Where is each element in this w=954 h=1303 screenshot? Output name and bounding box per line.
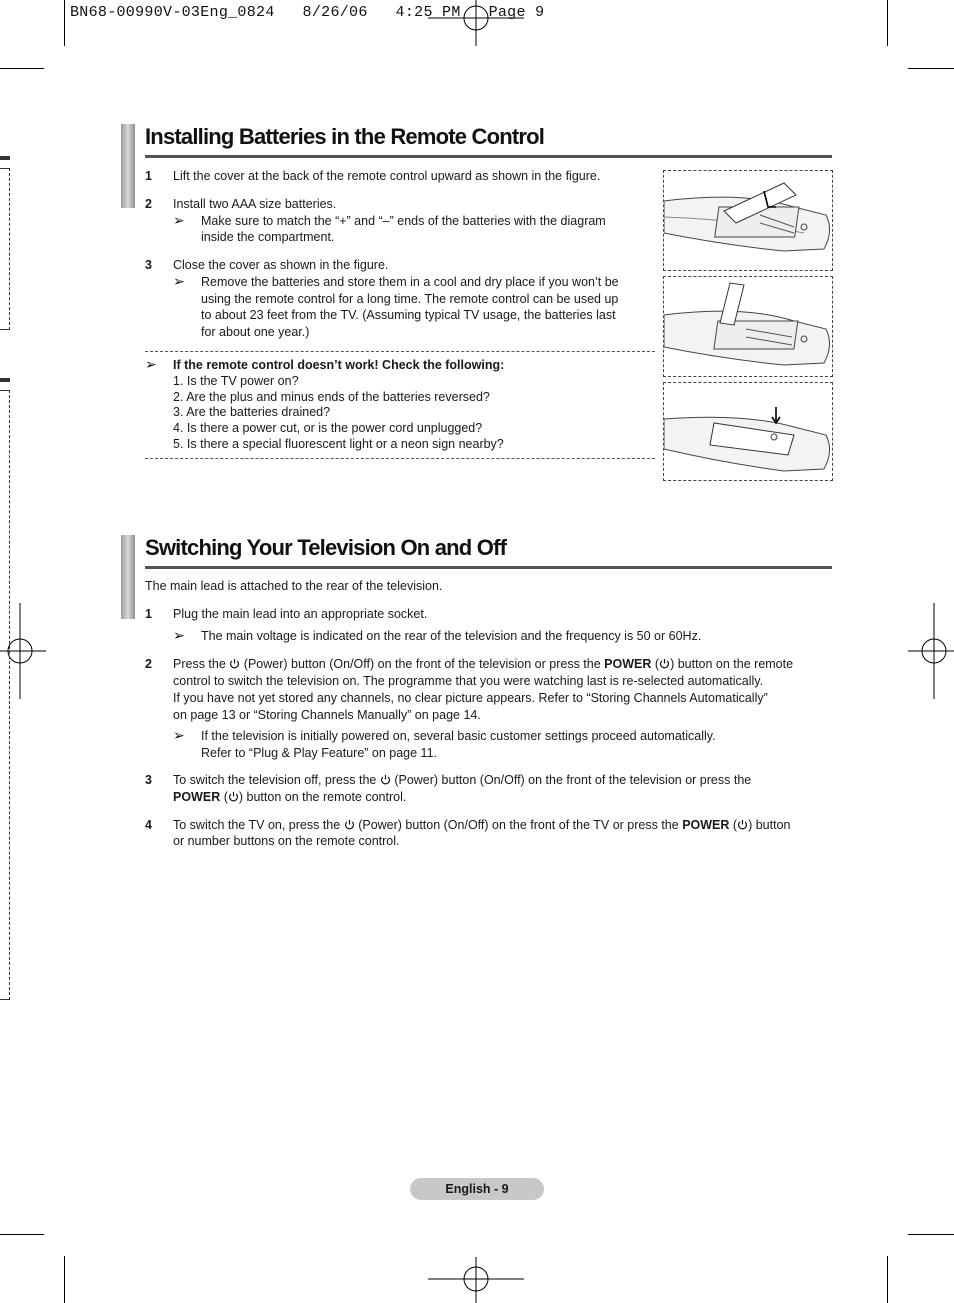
- power-keyword: POWER: [173, 790, 221, 804]
- note-text: Make sure to match the “+” and “–” ends of the batteries with the diagram: [201, 214, 606, 228]
- step-text: on page 13 or “Storing Channels Manually” on page 14.: [173, 708, 481, 722]
- check-item: 3. Are the batteries drained?: [173, 405, 331, 419]
- step-text-part: Press the: [173, 657, 226, 671]
- step-text-part: To switch the TV on, press the: [173, 818, 341, 832]
- step-text: or number buttons on the remote control.: [173, 834, 400, 848]
- step-text: Plug the main lead into an appropriate socket.: [173, 607, 428, 621]
- crop-mark: [908, 68, 954, 69]
- note-text: Refer to “Plug & Play Feature” on page 11.: [201, 746, 438, 760]
- check-item: 4. Is there a power cut, or is the power cord unplugged?: [173, 421, 483, 435]
- crop-mark: [887, 0, 888, 46]
- step-text-line: [173, 772, 751, 789]
- step-text-line: [173, 656, 793, 673]
- remote-illustration: [664, 277, 832, 376]
- remote-illustration: [664, 383, 832, 480]
- power-icon: [380, 774, 391, 785]
- step-number: 3: [145, 258, 152, 272]
- note-text: for about one year.): [201, 325, 310, 339]
- step-text-part: (Power) button (On/Off) on the front of the television or press the: [394, 773, 752, 787]
- crop-mark: [887, 1256, 888, 1303]
- step-text-line: [173, 817, 790, 834]
- crop-mark: [64, 1256, 65, 1303]
- check-title: If the remote control doesn’t work! Check the following:: [173, 358, 505, 372]
- power-icon: [344, 819, 355, 830]
- remote-figure-open-cover: [663, 170, 833, 271]
- remote-figure-insert-batteries: [663, 276, 833, 377]
- intro-text: The main lead is attached to the rear of the television.: [145, 579, 443, 593]
- section-title-batteries: Installing Batteries in the Remote Control: [145, 124, 545, 149]
- step-text: If you have not yet stored any channels, no clear picture appears. Refer to “Storing Channels Automatically”: [173, 691, 768, 705]
- step-number: 1: [145, 607, 152, 621]
- power-icon: [229, 658, 240, 669]
- check-box-top-rule: [145, 351, 655, 352]
- section-marker-bar: [121, 124, 135, 208]
- crop-mark: [64, 0, 65, 46]
- note-text: The main voltage is indicated on the rear of the television and the frequency is 50 or 60Hz.: [201, 629, 702, 643]
- step-number: 2: [145, 657, 152, 671]
- step-number: 3: [145, 773, 152, 787]
- note-arrow-icon: ➢: [173, 727, 185, 743]
- note-text: Remove the batteries and store them in a cool and dry place if you won’t be: [201, 275, 619, 289]
- print-slug: BN68-00990V-03Eng_0824 8/26/06 4:25 PM Page 9: [70, 4, 545, 21]
- binding-mark: [0, 156, 10, 160]
- check-item: 2. Are the plus and minus ends of the batteries reversed?: [173, 390, 490, 404]
- step-number: 2: [145, 197, 152, 211]
- note-arrow-icon: ➢: [173, 627, 185, 643]
- step-text-part: (Power) button (On/Off) on the front of the TV or press the: [358, 818, 679, 832]
- check-item: 5. Is there a special fluorescent light or a neon sign nearby?: [173, 437, 504, 451]
- section-rule: [145, 155, 832, 158]
- step-text-line: [173, 789, 406, 806]
- step-text-part: ) button on the remote: [670, 657, 794, 671]
- remote-figure-close-cover: [663, 382, 833, 481]
- crop-mark: [908, 1234, 954, 1235]
- note-arrow-icon: ➢: [173, 212, 185, 228]
- registration-mark-top: [428, 0, 524, 48]
- power-keyword: POWER: [682, 818, 730, 832]
- step-number: 1: [145, 169, 152, 183]
- note-text: using the remote control for a long time. The remote control can be used up: [201, 292, 619, 306]
- binding-mark: [0, 168, 10, 330]
- step-text-part: ) button on the remote control.: [238, 790, 407, 804]
- step-text-part: (: [223, 790, 228, 804]
- step-text: Lift the cover at the back of the remote control upward as shown in the figure.: [173, 169, 601, 183]
- power-keyword: POWER: [604, 657, 652, 671]
- step-text-part: (: [732, 818, 738, 832]
- check-box-bottom-rule: [145, 458, 655, 459]
- note-arrow-icon: ➢: [173, 273, 185, 289]
- binding-mark: [0, 390, 10, 1000]
- crop-mark: [0, 68, 44, 69]
- power-icon: [228, 791, 239, 802]
- step-text-part: To switch the television off, press the: [173, 773, 377, 787]
- check-item: 1. Is the TV power on?: [173, 374, 299, 388]
- step-text-part: ) button: [748, 818, 791, 832]
- step-text: Install two AAA size batteries.: [173, 197, 337, 211]
- power-icon: [659, 658, 670, 669]
- crop-mark: [0, 1234, 44, 1235]
- section-marker-bar: [121, 535, 135, 619]
- step-text: control to switch the television on. The programme that you were watching last is re-selected automatically.: [173, 674, 764, 688]
- note-text: If the television is initially powered on, several basic customer settings proceed automatically.: [201, 729, 716, 743]
- registration-mark-bottom: [428, 1255, 524, 1303]
- remote-illustration: [664, 171, 832, 270]
- page-number-badge: English - 9: [410, 1178, 544, 1200]
- binding-mark: [0, 378, 10, 382]
- section-rule: [145, 566, 832, 569]
- note-text: inside the compartment.: [201, 230, 335, 244]
- step-text-part: (Power) button (On/Off) on the front of the television or press the: [243, 657, 601, 671]
- step-text: Close the cover as shown in the figure.: [173, 258, 389, 272]
- section-title-power: Switching Your Television On and Off: [145, 535, 507, 560]
- registration-mark-right: [906, 603, 954, 699]
- power-icon: [737, 819, 748, 830]
- step-text-part: (: [654, 657, 660, 671]
- note-text: to about 23 feet from the TV. (Assuming typical TV usage, the batteries last: [201, 308, 616, 322]
- step-number: 4: [145, 818, 152, 832]
- note-arrow-icon: ➢: [145, 356, 157, 372]
